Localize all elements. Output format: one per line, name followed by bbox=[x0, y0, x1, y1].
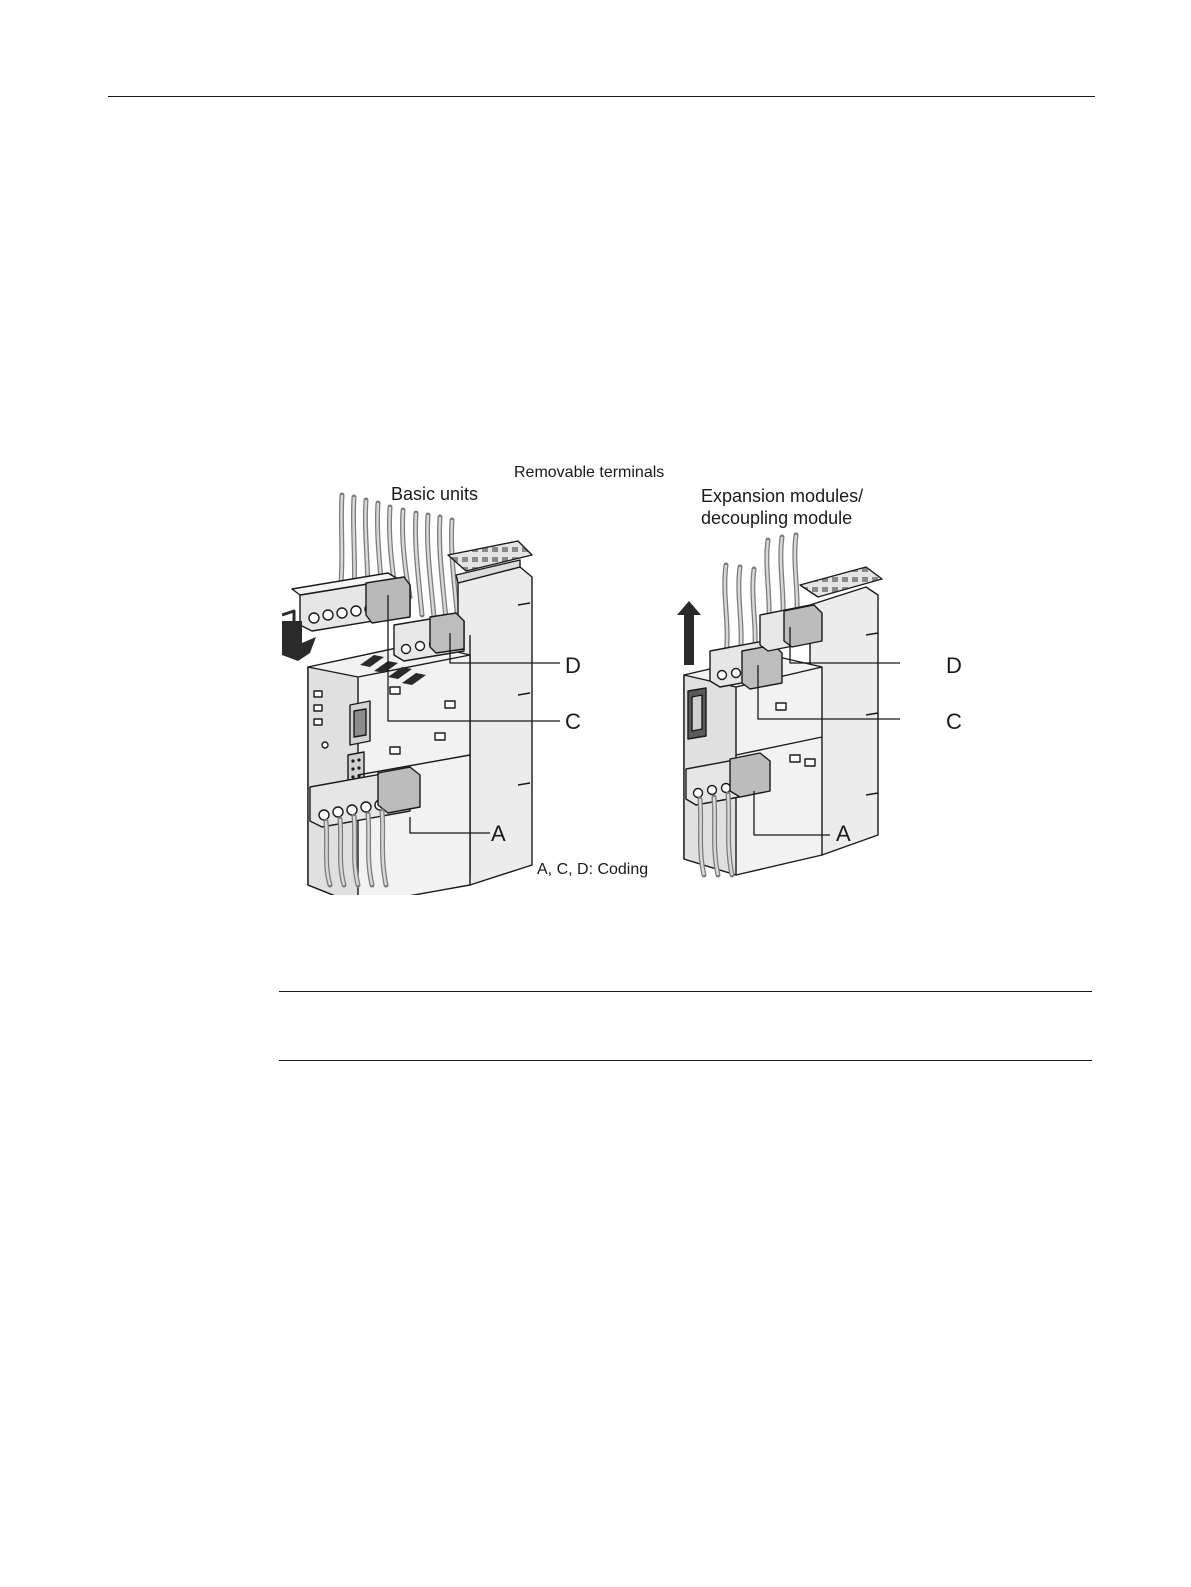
basic-units-caption: Basic units bbox=[391, 484, 479, 504]
callout-d-right: D bbox=[946, 653, 962, 678]
expansion-caption-line1: Expansion modules/ bbox=[701, 486, 864, 506]
callout-d-left: D bbox=[565, 653, 581, 678]
basic-unit bbox=[282, 495, 560, 895]
device-illustration bbox=[270, 455, 990, 895]
coding-legend: A, C, D: Coding bbox=[537, 861, 649, 878]
callout-c-right: C bbox=[946, 709, 962, 734]
callout-a-right: A bbox=[836, 821, 851, 846]
header-rule bbox=[108, 96, 1095, 97]
expansion-module bbox=[677, 535, 900, 875]
note-bottom-rule bbox=[279, 1060, 1092, 1061]
figure-title: Removable terminals bbox=[514, 464, 665, 481]
callout-c-left: C bbox=[565, 709, 581, 734]
removable-terminals-figure bbox=[270, 455, 990, 895]
callout-a-left: A bbox=[491, 821, 506, 846]
note-top-rule bbox=[279, 991, 1092, 992]
expansion-caption-line2: decoupling module bbox=[701, 508, 853, 528]
